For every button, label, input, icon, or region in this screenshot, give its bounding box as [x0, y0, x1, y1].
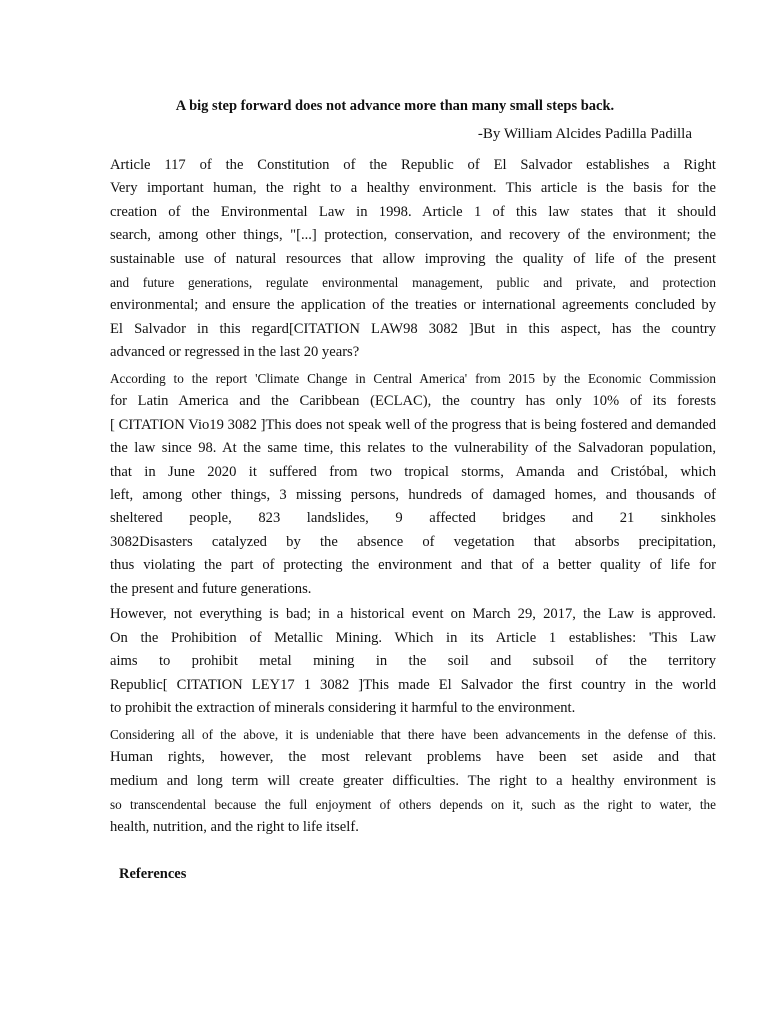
text-line: that in June 2020 it suffered from two tropical storms, Amanda and Cristóbal, which [110, 463, 716, 480]
text-line: creation of the Environmental Law in 1998. Article 1 of this law states that it should [110, 203, 716, 220]
text-line: sustainable use of natural resources that allow improving the quality of life of the present [110, 250, 716, 267]
text-line: sheltered people, 823 landslides, 9 affected bridges and 21 sinkholes [110, 510, 716, 527]
text-line: On the Prohibition of Metallic Mining. Which in its Article 1 establishes: 'This Law [110, 629, 716, 646]
text-line: left, among other things, 3 missing persons, hundreds of damaged homes, and thousands of [110, 486, 716, 503]
text-line: and future generations, regulate environmental management, public and private, and protection [110, 274, 716, 290]
text-line: the law since 98. At the same time, this relates to the vulnerability of the Salvadoran population, [110, 440, 716, 457]
author-line: -By William Alcides Padilla Padilla [477, 126, 692, 142]
text-line: Human rights, however, the most relevant problems have been set aside and that [110, 749, 716, 766]
text-line: health, nutrition, and the right to life itself. [110, 819, 359, 836]
paragraph-conclusion [110, 723, 716, 840]
text-line: to prohibit the extraction of minerals considering it harmful to the environment. [110, 699, 576, 716]
text-line: Article 117 of the Constitution of the Republic of El Salvador establishes a Right [110, 157, 716, 173]
text-line: Very important human, the right to a healthy environment. This article is the basis for the [110, 180, 716, 197]
text-line: However, not everything is bad; in a historical event on March 29, 2017, the Law is approved. [110, 606, 716, 623]
text-line: medium and long term will create greater difficulties. The right to a healthy environment is [110, 772, 716, 789]
text-line: [ CITATION Vio19 3082 ]This does not speak well of the progress that is being fostered and demanded [110, 416, 716, 433]
paragraph-mining-law [110, 603, 716, 720]
text-line: 3082Disasters catalyzed by the absence of vegetation that absorbs precipitation, [110, 533, 716, 550]
text-line: Republic[ CITATION LEY17 1 3082 ]This made El Salvador the first country in the world [110, 676, 716, 693]
text-line: El Salvador in this regard[CITATION LAW98 3082 ]But in this aspect, has the country [110, 320, 716, 337]
references-heading: References [119, 866, 187, 882]
text-line: search, among other things, "[...] protection, conservation, and recovery of the environment; the [110, 227, 716, 244]
text-line: Considering all of the above, it is undeniable that there have been advancements in the defense of this. [110, 726, 716, 742]
paragraph-constitution [110, 154, 716, 365]
text-line: aims to prohibit metal mining in the soil and subsoil of the territory [110, 653, 716, 670]
document-title: A big step forward does not advance more than many small steps back. [175, 98, 615, 114]
text-line: environmental; and ensure the application of the treaties or international agreements concluded by [110, 297, 716, 314]
text-line: According to the report 'Climate Change in Central America' from 2015 by the Economic Commission [110, 371, 716, 387]
text-line: so transcendental because the full enjoyment of others depends on it, such as the right to water, the [110, 797, 716, 813]
text-line: the present and future generations. [110, 580, 312, 597]
text-line: thus violating the part of protecting the environment and that of a better quality of life for [110, 557, 716, 574]
paragraph-eclac-report [110, 367, 716, 601]
document-body [110, 154, 716, 840]
text-line: advanced or regressed in the last 20 years? [110, 344, 360, 361]
text-line: for Latin America and the Caribbean (ECLAC), the country has only 10% of its forests [110, 393, 716, 410]
